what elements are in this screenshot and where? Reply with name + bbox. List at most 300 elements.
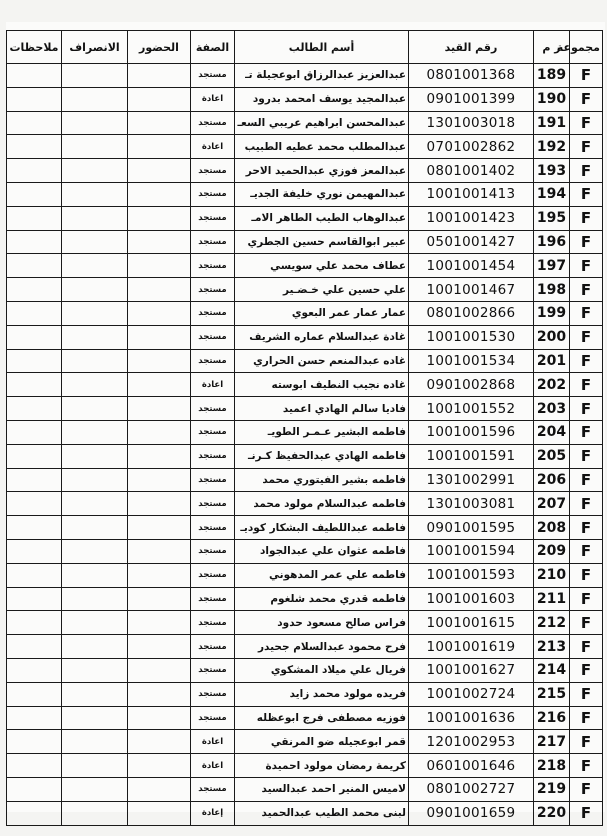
- table-row: [7, 87, 603, 111]
- seq-cell: 190: [534, 87, 570, 111]
- departure-cell[interactable]: [62, 254, 128, 278]
- student-name-cell: لبنى محمد الطيب عبدالحميد: [235, 801, 409, 825]
- seq-cell: 207: [534, 492, 570, 516]
- status-cell: مستجد: [191, 587, 235, 611]
- registration-number-cell: 0801001402: [409, 159, 534, 183]
- attendance-cell[interactable]: [128, 278, 191, 302]
- table-row: [7, 611, 603, 635]
- seq-cell: 189: [534, 64, 570, 88]
- attendance-cell[interactable]: [128, 206, 191, 230]
- registration-number-cell: 1001001467: [409, 278, 534, 302]
- table-row: [7, 373, 603, 397]
- departure-cell[interactable]: [62, 397, 128, 421]
- table-row: [7, 539, 603, 563]
- status-cell: مستجد: [191, 468, 235, 492]
- table-row: [7, 658, 603, 682]
- seq-cell: 194: [534, 182, 570, 206]
- table-row: [7, 420, 603, 444]
- notes-cell[interactable]: [7, 159, 62, 183]
- attendance-cell[interactable]: [128, 301, 191, 325]
- attendance-cell[interactable]: [128, 182, 191, 206]
- table-row: [7, 135, 603, 159]
- notes-cell[interactable]: [7, 468, 62, 492]
- student-name-cell: فاطمه بشير الفيتوري محمد: [235, 468, 409, 492]
- departure-cell[interactable]: [62, 111, 128, 135]
- group-cell: F: [570, 254, 603, 278]
- departure-cell[interactable]: [62, 159, 128, 183]
- student-name-cell: عبدالمعز فوزي عبدالحميد الاحر: [235, 159, 409, 183]
- notes-cell[interactable]: [7, 801, 62, 825]
- status-cell: مستجد: [191, 301, 235, 325]
- notes-cell[interactable]: [7, 516, 62, 540]
- attendance-cell[interactable]: [128, 254, 191, 278]
- group-cell: F: [570, 611, 603, 635]
- group-cell: F: [570, 278, 603, 302]
- notes-cell[interactable]: [7, 64, 62, 88]
- registration-number-cell: 0601001646: [409, 754, 534, 778]
- status-cell: مستجد: [191, 254, 235, 278]
- attendance-sheet: [6, 22, 605, 823]
- status-cell: مستجد: [191, 682, 235, 706]
- group-cell: F: [570, 373, 603, 397]
- group-cell: F: [570, 754, 603, 778]
- registration-number-cell: 1001001619: [409, 635, 534, 659]
- seq-cell: 200: [534, 325, 570, 349]
- notes-cell[interactable]: [7, 682, 62, 706]
- seq-cell: 204: [534, 420, 570, 444]
- student-name-cell: فاطمه قدري محمد شلغوم: [235, 587, 409, 611]
- notes-cell[interactable]: [7, 730, 62, 754]
- table-row: [7, 206, 603, 230]
- registration-number-cell: 1001001615: [409, 611, 534, 635]
- attendance-cell[interactable]: [128, 587, 191, 611]
- group-cell: F: [570, 182, 603, 206]
- header-student-name: أسم الطالب: [235, 31, 409, 64]
- attendance-cell[interactable]: [128, 611, 191, 635]
- table-row: [7, 230, 603, 254]
- departure-cell[interactable]: [62, 468, 128, 492]
- status-cell: مستجد: [191, 159, 235, 183]
- attendance-cell[interactable]: [128, 539, 191, 563]
- registration-number-cell: 1001001636: [409, 706, 534, 730]
- registration-number-cell: 0701002862: [409, 135, 534, 159]
- header-seq: ر م: [534, 31, 570, 64]
- notes-cell[interactable]: [7, 420, 62, 444]
- registration-number-cell: 1001001591: [409, 444, 534, 468]
- group-cell: F: [570, 468, 603, 492]
- notes-cell[interactable]: [7, 254, 62, 278]
- status-cell: مستجد: [191, 64, 235, 88]
- status-cell: اعادة: [191, 373, 235, 397]
- registration-number-cell: 1001001530: [409, 325, 534, 349]
- student-name-cell: لاميس المنير احمد عبدالسيد: [235, 777, 409, 801]
- student-name-cell: علي حسين علي خـضـير: [235, 278, 409, 302]
- group-cell: F: [570, 801, 603, 825]
- notes-cell[interactable]: [7, 658, 62, 682]
- group-cell: F: [570, 397, 603, 421]
- student-name-cell: فريال علي ميلاد المشكوي: [235, 658, 409, 682]
- notes-cell[interactable]: [7, 754, 62, 778]
- seq-cell: 219: [534, 777, 570, 801]
- notes-cell[interactable]: [7, 397, 62, 421]
- registration-number-cell: 1001002724: [409, 682, 534, 706]
- status-cell: مستجد: [191, 325, 235, 349]
- status-cell: مستجد: [191, 206, 235, 230]
- notes-cell[interactable]: [7, 325, 62, 349]
- registration-number-cell: 0501001427: [409, 230, 534, 254]
- departure-cell[interactable]: [62, 182, 128, 206]
- student-name-cell: فاطمه البشير عـمـر الطويـ: [235, 420, 409, 444]
- status-cell: مستجد: [191, 706, 235, 730]
- attendance-cell[interactable]: [128, 111, 191, 135]
- student-attendance-table: [6, 30, 603, 826]
- status-cell: مستجد: [191, 611, 235, 635]
- group-cell: F: [570, 587, 603, 611]
- departure-cell[interactable]: [62, 682, 128, 706]
- table-row: [7, 801, 603, 825]
- status-cell: مستجد: [191, 777, 235, 801]
- attendance-cell[interactable]: [128, 325, 191, 349]
- student-name-cell: عبدالعزيز عبدالرزاق ابوعجيلة تـ: [235, 64, 409, 88]
- table-row: [7, 397, 603, 421]
- attendance-cell[interactable]: [128, 516, 191, 540]
- registration-number-cell: 1001001552: [409, 397, 534, 421]
- seq-cell: 210: [534, 563, 570, 587]
- attendance-cell[interactable]: [128, 730, 191, 754]
- notes-cell[interactable]: [7, 587, 62, 611]
- seq-cell: 211: [534, 587, 570, 611]
- status-cell: مستجد: [191, 444, 235, 468]
- student-name-cell: كريمة رمضان مولود احميدة: [235, 754, 409, 778]
- student-name-cell: عبدالوهاب الطيب الطاهر الامـ: [235, 206, 409, 230]
- table-row: [7, 730, 603, 754]
- departure-cell[interactable]: [62, 325, 128, 349]
- table-row: [7, 635, 603, 659]
- attendance-cell[interactable]: [128, 349, 191, 373]
- registration-number-cell: 0801002866: [409, 301, 534, 325]
- departure-cell[interactable]: [62, 658, 128, 682]
- student-name-cell: قمر ابوعجيله ضو المرنقي: [235, 730, 409, 754]
- attendance-cell[interactable]: [128, 801, 191, 825]
- registration-number-cell: 1001001594: [409, 539, 534, 563]
- notes-cell[interactable]: [7, 206, 62, 230]
- seq-cell: 218: [534, 754, 570, 778]
- table-row: [7, 254, 603, 278]
- group-cell: F: [570, 325, 603, 349]
- status-cell: مستجد: [191, 563, 235, 587]
- attendance-cell[interactable]: [128, 373, 191, 397]
- group-cell: F: [570, 444, 603, 468]
- student-name-cell: فاديا سالم الهادي اعميد: [235, 397, 409, 421]
- departure-cell[interactable]: [62, 801, 128, 825]
- attendance-cell[interactable]: [128, 420, 191, 444]
- seq-cell: 206: [534, 468, 570, 492]
- notes-cell[interactable]: [7, 539, 62, 563]
- departure-cell[interactable]: [62, 278, 128, 302]
- notes-cell[interactable]: [7, 635, 62, 659]
- departure-cell[interactable]: [62, 444, 128, 468]
- registration-number-cell: 0801002727: [409, 777, 534, 801]
- group-cell: F: [570, 777, 603, 801]
- group-cell: F: [570, 64, 603, 88]
- seq-cell: 215: [534, 682, 570, 706]
- group-cell: F: [570, 706, 603, 730]
- notes-cell[interactable]: [7, 373, 62, 397]
- registration-number-cell: 0901002868: [409, 373, 534, 397]
- departure-cell[interactable]: [62, 730, 128, 754]
- student-name-cell: عمار عمار عمر البعوي: [235, 301, 409, 325]
- departure-cell[interactable]: [62, 777, 128, 801]
- notes-cell[interactable]: [7, 230, 62, 254]
- status-cell: مستجد: [191, 230, 235, 254]
- departure-cell[interactable]: [62, 301, 128, 325]
- departure-cell[interactable]: [62, 516, 128, 540]
- attendance-cell[interactable]: [128, 563, 191, 587]
- seq-cell: 202: [534, 373, 570, 397]
- departure-cell[interactable]: [62, 539, 128, 563]
- table-row: [7, 182, 603, 206]
- notes-cell[interactable]: [7, 492, 62, 516]
- status-cell: مستجد: [191, 278, 235, 302]
- header-group: مجموعة: [570, 31, 603, 64]
- departure-cell[interactable]: [62, 492, 128, 516]
- registration-number-cell: 1001001534: [409, 349, 534, 373]
- attendance-cell[interactable]: [128, 87, 191, 111]
- notes-cell[interactable]: [7, 444, 62, 468]
- status-cell: مستجد: [191, 539, 235, 563]
- attendance-cell[interactable]: [128, 159, 191, 183]
- departure-cell[interactable]: [62, 611, 128, 635]
- table-row: [7, 516, 603, 540]
- group-cell: F: [570, 87, 603, 111]
- table-row: [7, 301, 603, 325]
- registration-number-cell: 0801001368: [409, 64, 534, 88]
- table-row: [7, 468, 603, 492]
- registration-number-cell: 1001001596: [409, 420, 534, 444]
- table-row: [7, 64, 603, 88]
- group-cell: F: [570, 682, 603, 706]
- student-name-cell: فاطمه عبداللطيف البشكار كوديـ: [235, 516, 409, 540]
- attendance-cell[interactable]: [128, 230, 191, 254]
- header-notes: ملاحظات: [7, 31, 62, 64]
- attendance-cell[interactable]: [128, 492, 191, 516]
- group-cell: F: [570, 420, 603, 444]
- group-cell: F: [570, 516, 603, 540]
- group-cell: F: [570, 492, 603, 516]
- departure-cell[interactable]: [62, 64, 128, 88]
- status-cell: مستجد: [191, 420, 235, 444]
- registration-number-cell: 0901001659: [409, 801, 534, 825]
- student-name-cell: عبدالمطلب محمد عطيه الطبيب: [235, 135, 409, 159]
- group-cell: F: [570, 658, 603, 682]
- group-cell: F: [570, 206, 603, 230]
- table-row: [7, 777, 603, 801]
- seq-cell: 216: [534, 706, 570, 730]
- registration-number-cell: 1001001627: [409, 658, 534, 682]
- student-name-cell: عطاف محمد علي سويسي: [235, 254, 409, 278]
- seq-cell: 192: [534, 135, 570, 159]
- group-cell: F: [570, 563, 603, 587]
- attendance-cell[interactable]: [128, 397, 191, 421]
- seq-cell: 191: [534, 111, 570, 135]
- table-row: [7, 706, 603, 730]
- student-name-cell: غادة عبدالسلام عماره الشريف: [235, 325, 409, 349]
- attendance-cell[interactable]: [128, 754, 191, 778]
- departure-cell[interactable]: [62, 87, 128, 111]
- seq-cell: 203: [534, 397, 570, 421]
- notes-cell[interactable]: [7, 706, 62, 730]
- attendance-cell[interactable]: [128, 635, 191, 659]
- table-body: [7, 64, 603, 826]
- departure-cell[interactable]: [62, 230, 128, 254]
- seq-cell: 198: [534, 278, 570, 302]
- student-name-cell: عبدالمجيد يوسف امحمد بدرود: [235, 87, 409, 111]
- student-name-cell: عبير ابوالقاسم حسين الجطري: [235, 230, 409, 254]
- seq-cell: 213: [534, 635, 570, 659]
- status-cell: مستجد: [191, 111, 235, 135]
- header-attendance: الحضور: [128, 31, 191, 64]
- status-cell: مستجد: [191, 635, 235, 659]
- attendance-cell[interactable]: [128, 777, 191, 801]
- student-name-cell: فاطمه عثوان علي عبدالجواد: [235, 539, 409, 563]
- registration-number-cell: 1301003081: [409, 492, 534, 516]
- attendance-cell[interactable]: [128, 658, 191, 682]
- group-cell: F: [570, 135, 603, 159]
- status-cell: اعادة: [191, 87, 235, 111]
- student-name-cell: عبدالمحسن ابراهيم عريبي السعـ: [235, 111, 409, 135]
- group-cell: F: [570, 159, 603, 183]
- notes-cell[interactable]: [7, 278, 62, 302]
- seq-cell: 208: [534, 516, 570, 540]
- student-name-cell: فوزيه مصطفى فرج ابوعظله: [235, 706, 409, 730]
- notes-cell[interactable]: [7, 777, 62, 801]
- student-name-cell: غاده نجيب النطيف ابوسته: [235, 373, 409, 397]
- student-name-cell: عبدالمهيمن نوري خليفة الجديـ: [235, 182, 409, 206]
- table-row: [7, 492, 603, 516]
- registration-number-cell: 1001001454: [409, 254, 534, 278]
- student-name-cell: فرح محمود عبدالسلام جحيدر: [235, 635, 409, 659]
- student-name-cell: فراس صالح مسعود حدود: [235, 611, 409, 635]
- group-cell: F: [570, 730, 603, 754]
- header-status: الصفة: [191, 31, 235, 64]
- departure-cell[interactable]: [62, 135, 128, 159]
- notes-cell[interactable]: [7, 135, 62, 159]
- header-registration-number: رقم القيد: [409, 31, 534, 64]
- seq-cell: 214: [534, 658, 570, 682]
- departure-cell[interactable]: [62, 206, 128, 230]
- notes-cell[interactable]: [7, 111, 62, 135]
- table-row: [7, 111, 603, 135]
- table-row: [7, 754, 603, 778]
- registration-number-cell: 0901001595: [409, 516, 534, 540]
- notes-cell[interactable]: [7, 301, 62, 325]
- table-row: [7, 563, 603, 587]
- attendance-cell[interactable]: [128, 682, 191, 706]
- student-name-cell: فاطمه الهادي عبدالحفيظ كـرنـ: [235, 444, 409, 468]
- departure-cell[interactable]: [62, 373, 128, 397]
- student-name-cell: فاطمه علي عمر المدهوني: [235, 563, 409, 587]
- table-row: [7, 278, 603, 302]
- status-cell: مستجد: [191, 349, 235, 373]
- seq-cell: 205: [534, 444, 570, 468]
- seq-cell: 193: [534, 159, 570, 183]
- status-cell: اعادة: [191, 135, 235, 159]
- group-cell: F: [570, 635, 603, 659]
- registration-number-cell: 0901001399: [409, 87, 534, 111]
- seq-cell: 201: [534, 349, 570, 373]
- seq-cell: 212: [534, 611, 570, 635]
- registration-number-cell: 1001001423: [409, 206, 534, 230]
- group-cell: F: [570, 301, 603, 325]
- registration-number-cell: 1201002953: [409, 730, 534, 754]
- notes-cell[interactable]: [7, 611, 62, 635]
- registration-number-cell: 1301002991: [409, 468, 534, 492]
- registration-number-cell: 1001001603: [409, 587, 534, 611]
- notes-cell[interactable]: [7, 563, 62, 587]
- seq-cell: 220: [534, 801, 570, 825]
- seq-cell: 195: [534, 206, 570, 230]
- status-cell: اعادة: [191, 754, 235, 778]
- status-cell: إعادة: [191, 801, 235, 825]
- departure-cell[interactable]: [62, 563, 128, 587]
- departure-cell[interactable]: [62, 635, 128, 659]
- table-row: [7, 587, 603, 611]
- table-row: [7, 159, 603, 183]
- notes-cell[interactable]: [7, 182, 62, 206]
- seq-cell: 217: [534, 730, 570, 754]
- registration-number-cell: 1001001413: [409, 182, 534, 206]
- attendance-cell[interactable]: [128, 135, 191, 159]
- attendance-cell[interactable]: [128, 64, 191, 88]
- departure-cell[interactable]: [62, 420, 128, 444]
- student-name-cell: فريده مولود محمد زايد: [235, 682, 409, 706]
- departure-cell[interactable]: [62, 349, 128, 373]
- seq-cell: 196: [534, 230, 570, 254]
- table-row: [7, 444, 603, 468]
- status-cell: مستجد: [191, 397, 235, 421]
- seq-cell: 197: [534, 254, 570, 278]
- group-cell: F: [570, 349, 603, 373]
- table-row: [7, 325, 603, 349]
- status-cell: مستجد: [191, 182, 235, 206]
- status-cell: اعادة: [191, 730, 235, 754]
- status-cell: مستجد: [191, 658, 235, 682]
- notes-cell[interactable]: [7, 349, 62, 373]
- table-row: [7, 682, 603, 706]
- seq-cell: 209: [534, 539, 570, 563]
- group-cell: F: [570, 230, 603, 254]
- table-header-row: [7, 31, 603, 64]
- departure-cell[interactable]: [62, 754, 128, 778]
- header-departure: الانصراف: [62, 31, 128, 64]
- attendance-cell[interactable]: [128, 706, 191, 730]
- registration-number-cell: 1301003018: [409, 111, 534, 135]
- group-cell: F: [570, 539, 603, 563]
- group-cell: F: [570, 111, 603, 135]
- departure-cell[interactable]: [62, 587, 128, 611]
- attendance-cell[interactable]: [128, 444, 191, 468]
- student-name-cell: فاطمه عبدالسلام مولود محمد: [235, 492, 409, 516]
- attendance-cell[interactable]: [128, 468, 191, 492]
- student-name-cell: غاده عبدالمنعم حسن الحراري: [235, 349, 409, 373]
- seq-cell: 199: [534, 301, 570, 325]
- status-cell: مستجد: [191, 516, 235, 540]
- notes-cell[interactable]: [7, 87, 62, 111]
- registration-number-cell: 1001001593: [409, 563, 534, 587]
- status-cell: مستجد: [191, 492, 235, 516]
- departure-cell[interactable]: [62, 706, 128, 730]
- table-row: [7, 349, 603, 373]
